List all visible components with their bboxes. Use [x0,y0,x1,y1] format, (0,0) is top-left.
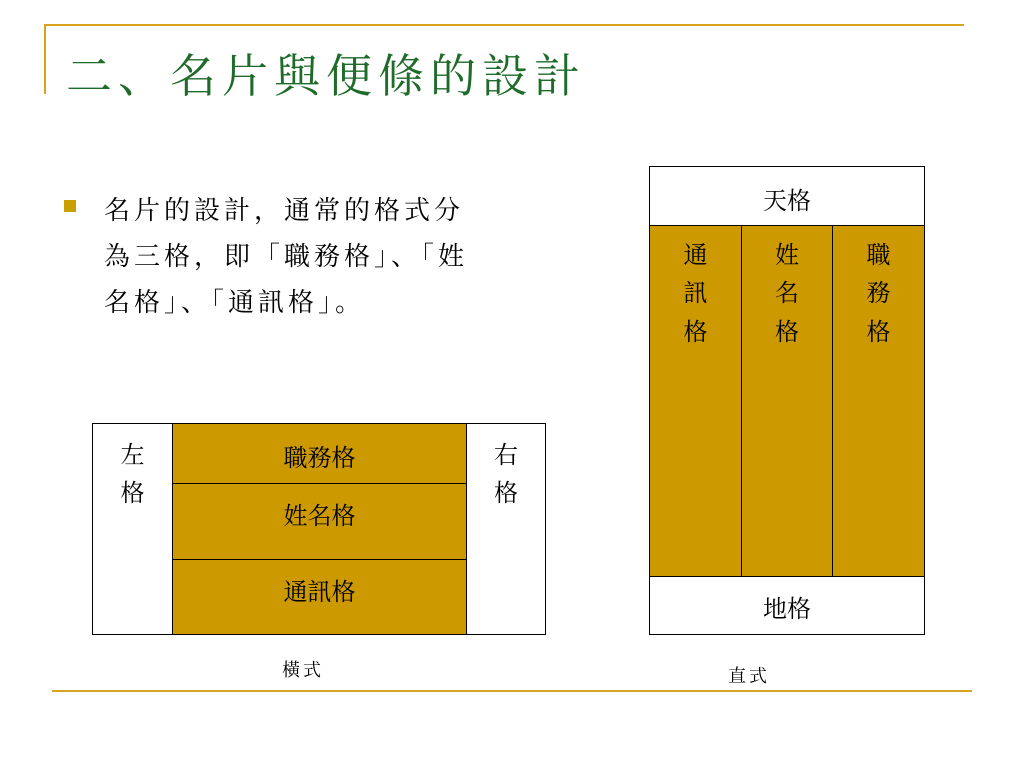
contact-column-label: 通訊格 [683,241,708,346]
horizontal-caption: 橫式 [282,660,324,681]
title-row-label: 職務格 [283,444,356,472]
title-column-label: 職務格 [866,241,891,346]
right-cell-label: 右格 [493,441,518,508]
bullet-item [64,188,484,326]
slide-title: 二、名片與便條的設計 [66,49,586,103]
title-row-cell [172,423,467,484]
bottom-cell [649,576,925,635]
contact-row-label: 通訊格 [283,578,356,606]
right-cell [466,423,546,635]
bottom-divider [52,690,972,692]
top-cell-label: 天格 [763,187,811,215]
top-divider [44,24,964,26]
top-cell [649,166,925,226]
left-cell-label: 左格 [120,441,145,508]
vertical-caption: 直式 [728,666,770,687]
left-cell [92,423,173,635]
left-accent-line [44,24,46,94]
name-row-label: 姓名格 [283,502,356,530]
title-column-cell [832,225,925,577]
contact-column-cell [649,225,742,577]
contact-row-cell [172,559,467,635]
name-column-label: 姓名格 [774,241,799,346]
name-column-cell [741,225,833,577]
bottom-cell-label: 地格 [763,595,811,623]
square-bullet-icon [64,200,76,212]
name-row-cell [172,483,467,560]
bullet-text: 名片的設計，通常的格式分為三格，即「職務格」、「姓名格」、「通訊格」。 [104,196,469,318]
